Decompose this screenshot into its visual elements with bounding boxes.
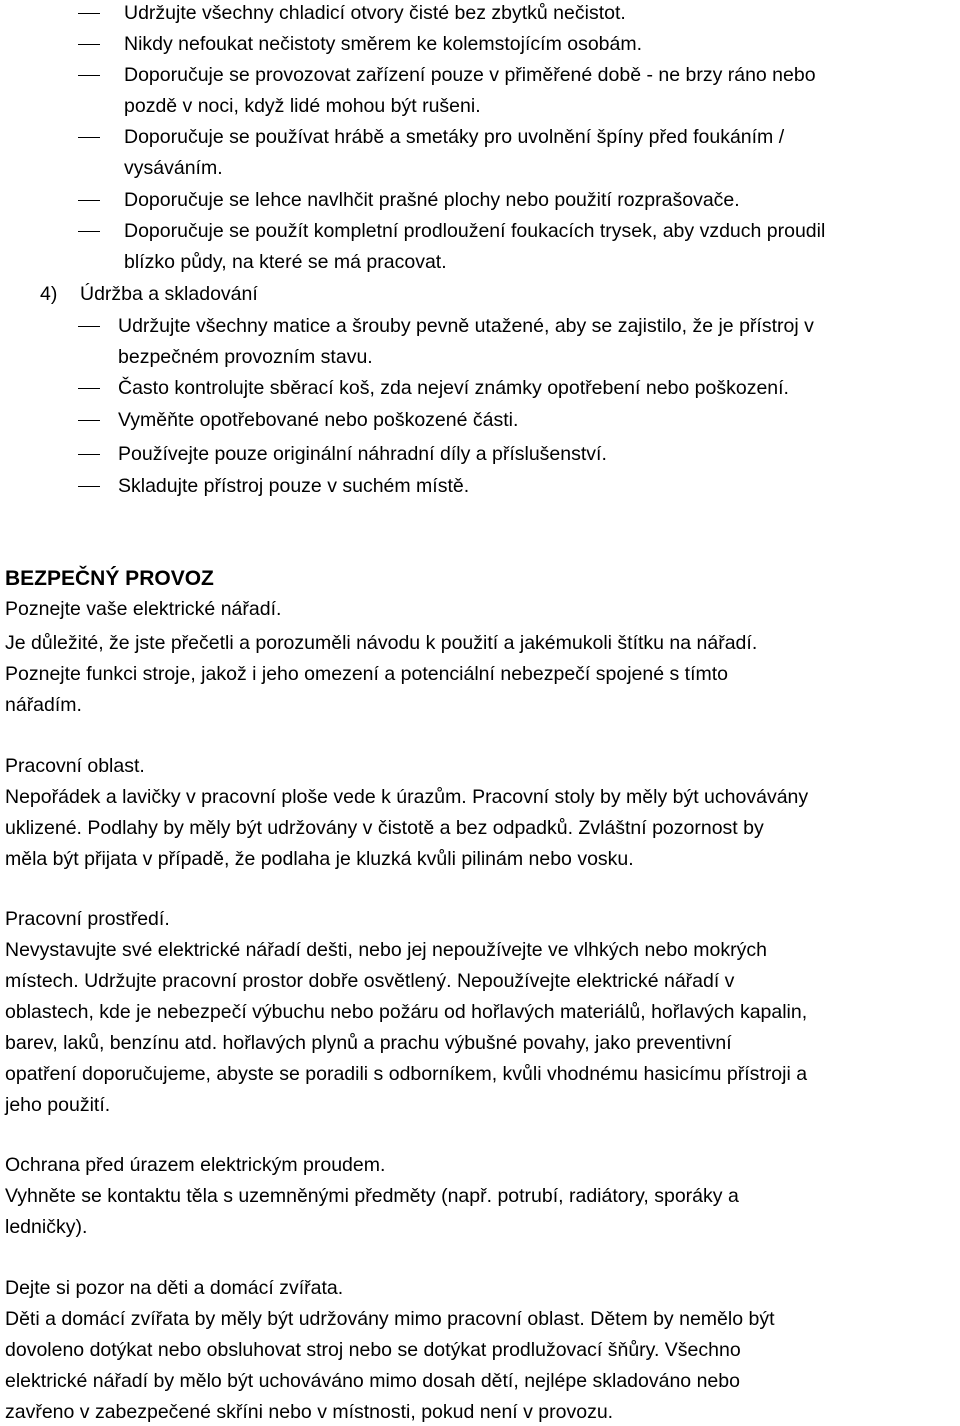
list-item-continuation: blízko půdy, na které se má pracovat. <box>124 251 447 273</box>
paragraph-line: měla být přijata v případě, že podlaha je kluzká kvůli pilinám nebo vosku. <box>5 848 634 870</box>
subheading-line: Ochrana před úrazem elektrickým proudem. <box>5 1154 386 1176</box>
paragraph-line: Vyhněte se kontaktu těla s uzemněnými předměty (např. potrubí, radiátory, sporáky a <box>5 1185 739 1207</box>
paragraph-line: ledničky). <box>5 1216 88 1238</box>
list-item: Udržujte všechny matice a šrouby pevně utažené, aby se zajistilo, že je přístroj v <box>118 315 814 337</box>
dash-bullet <box>78 137 100 138</box>
dash-bullet <box>78 420 100 421</box>
list-item: Vyměňte opotřebované nebo poškozené části. <box>118 409 519 431</box>
list-item: Nikdy nefoukat nečistoty směrem ke kolemstojícím osobám. <box>124 33 643 55</box>
list-item: Udržujte všechny chladicí otvory čisté bez zbytků nečistot. <box>124 2 626 24</box>
paragraph-line: dovoleno dotýkat nebo obsluhovat stroj nebo se dotýkat prodlužovací šňůry. Všechno <box>5 1339 741 1361</box>
paragraph-line: jeho použití. <box>5 1094 111 1116</box>
subheading-line: Pracovní oblast. <box>5 755 145 777</box>
list-item: Skladujte přístroj pouze v suchém místě. <box>118 475 470 497</box>
paragraph-line: barev, laků, benzínu atd. hořlavých plynů a prachu výbušné povahy, jako preventivní <box>5 1032 732 1054</box>
list-item-continuation: pozdě v noci, když lidé mohou být rušeni. <box>124 95 481 117</box>
dash-bullet <box>78 454 100 455</box>
paragraph-line: Je důležité, že jste přečetli a porozuměli návodu k použití a jakémukoli štítku na nářadí. <box>5 632 758 654</box>
list-item: Doporučuje se provozovat zařízení pouze v přiměřené době - ne brzy ráno nebo <box>124 64 816 86</box>
subheading-line: Pracovní prostředí. <box>5 908 170 930</box>
dash-bullet <box>78 44 100 45</box>
list-item-continuation: bezpečném provozním stavu. <box>118 346 373 368</box>
paragraph-line: Děti a domácí zvířata by měly být udržovány mimo pracovní oblast. Dětem by nemělo být <box>5 1308 775 1330</box>
section-heading: BEZPEČNÝ PROVOZ <box>5 567 214 590</box>
dash-bullet <box>78 75 100 76</box>
list-item: Doporučuje se lehce navlhčit prašné plochy nebo použití rozprašovače. <box>124 189 740 211</box>
section-title: Údržba a skladování <box>80 283 258 305</box>
paragraph-line: oblastech, kde je nebezpečí výbuchu nebo požáru od hořlavých materiálů, hořlavých kapalin, <box>5 1001 808 1023</box>
paragraph-line: elektrické nářadí by mělo být uchováváno mimo dosah dětí, nejlépe skladováno nebo <box>5 1370 740 1392</box>
dash-bullet <box>78 388 100 389</box>
list-item-continuation: vysáváním. <box>124 157 223 179</box>
paragraph-line: uklizené. Podlahy by měly být udržovány v čistotě a bez odpadků. Zvláštní pozornost by <box>5 817 764 839</box>
list-item: Doporučuje se používat hrábě a smetáky pro uvolnění špíny před foukáním / <box>124 126 785 148</box>
paragraph-line: nářadím. <box>5 694 82 716</box>
section-number: 4) <box>40 283 58 305</box>
list-item: Používejte pouze originální náhradní díly a příslušenství. <box>118 443 607 465</box>
dash-bullet <box>78 326 100 327</box>
list-item: Doporučuje se použít kompletní prodloužení foukacích trysek, aby vzduch proudil <box>124 220 826 242</box>
paragraph-line: Poznejte funkci stroje, jakož i jeho omezení a potenciální nebezpečí spojené s tímto <box>5 663 729 685</box>
list-item: Často kontrolujte sběrací koš, zda nejeví známky opotřebení nebo poškození. <box>118 377 789 399</box>
paragraph-line: Nepořádek a lavičky v pracovní ploše vede k úrazům. Pracovní stoly by měly být uchovávány <box>5 786 809 808</box>
dash-bullet <box>78 200 100 201</box>
paragraph-line: Nevystavujte své elektrické nářadí dešti, nebo jej nepoužívejte ve vlhkých nebo mokrých <box>5 939 767 961</box>
dash-bullet <box>78 13 100 14</box>
paragraph-line: opatření doporučujeme, abyste se poradili s odborníkem, kvůli vhodnému hasicímu přístroji a <box>5 1063 808 1085</box>
paragraph-line: zavřeno v zabezpečené skříni nebo v místnosti, pokud není v provozu. <box>5 1401 614 1423</box>
subheading-line: Dejte si pozor na děti a domácí zvířata. <box>5 1277 344 1299</box>
dash-bullet <box>78 231 100 232</box>
paragraph-line: místech. Udržujte pracovní prostor dobře osvětlený. Nepoužívejte elektrické nářadí v <box>5 970 735 992</box>
paragraph-line: Poznejte vaše elektrické nářadí. <box>5 598 282 620</box>
dash-bullet <box>78 486 100 487</box>
